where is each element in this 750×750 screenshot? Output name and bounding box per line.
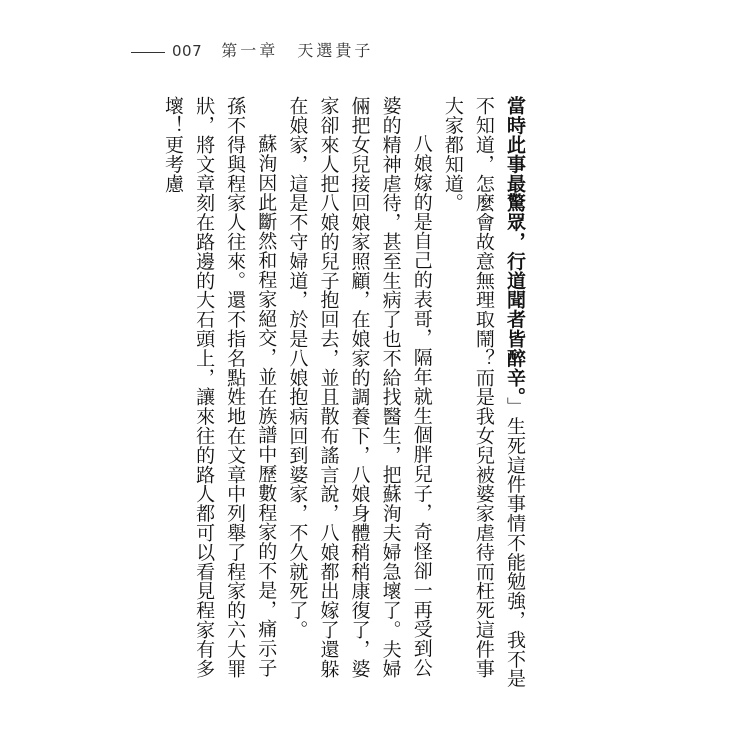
paragraph-2: 八娘嫁的是自己的表哥，隔年就生個胖兒子，奇怪卻一再受到公婆的精神虐待，甚至生病了也不給找醫生，把蘇洵夫婦急壞了。夫婦倆把女兒接回娘家照顧，在娘家的調養下，八娘身體稍稍康復了，婆家卻來人把八娘的兒子抱回去，並且散布謠言說，八娘都出嫁了還躲在娘家，這是不守婦道，於是八娘抱病回到婆家，不久就死了。 [286, 96, 433, 678]
header-rule [131, 52, 165, 53]
chapter-label: 第一章 [221, 41, 279, 60]
vertical-body-text [161, 96, 530, 696]
running-header [172, 40, 373, 62]
page-number: 007 [172, 42, 203, 60]
paragraph-1-rest: 」生死這件事情不能勉強，我不是不知道，怎麼會故意無理取鬧？而是我女兒被婆家虐待而枉死這件事大家都知道。 [441, 96, 526, 688]
bold-quote: 當時此事最驚眾，行道聞者皆醉辛。 [504, 96, 526, 397]
paragraph-1 [437, 96, 530, 696]
chapter-title: 天選貴子 [297, 41, 374, 60]
paragraph-3: 蘇洵因此斷然和程家絕交，並在族譜中歷數程家的不是，痛示子孫不得與程家人往來。還不指名點姓地在文章中列舉了程家的六大罪狀，將文章刻在路邊的大石頭上，讓來往的路人都可以看見程家有多壞！更考慮 [161, 96, 278, 678]
